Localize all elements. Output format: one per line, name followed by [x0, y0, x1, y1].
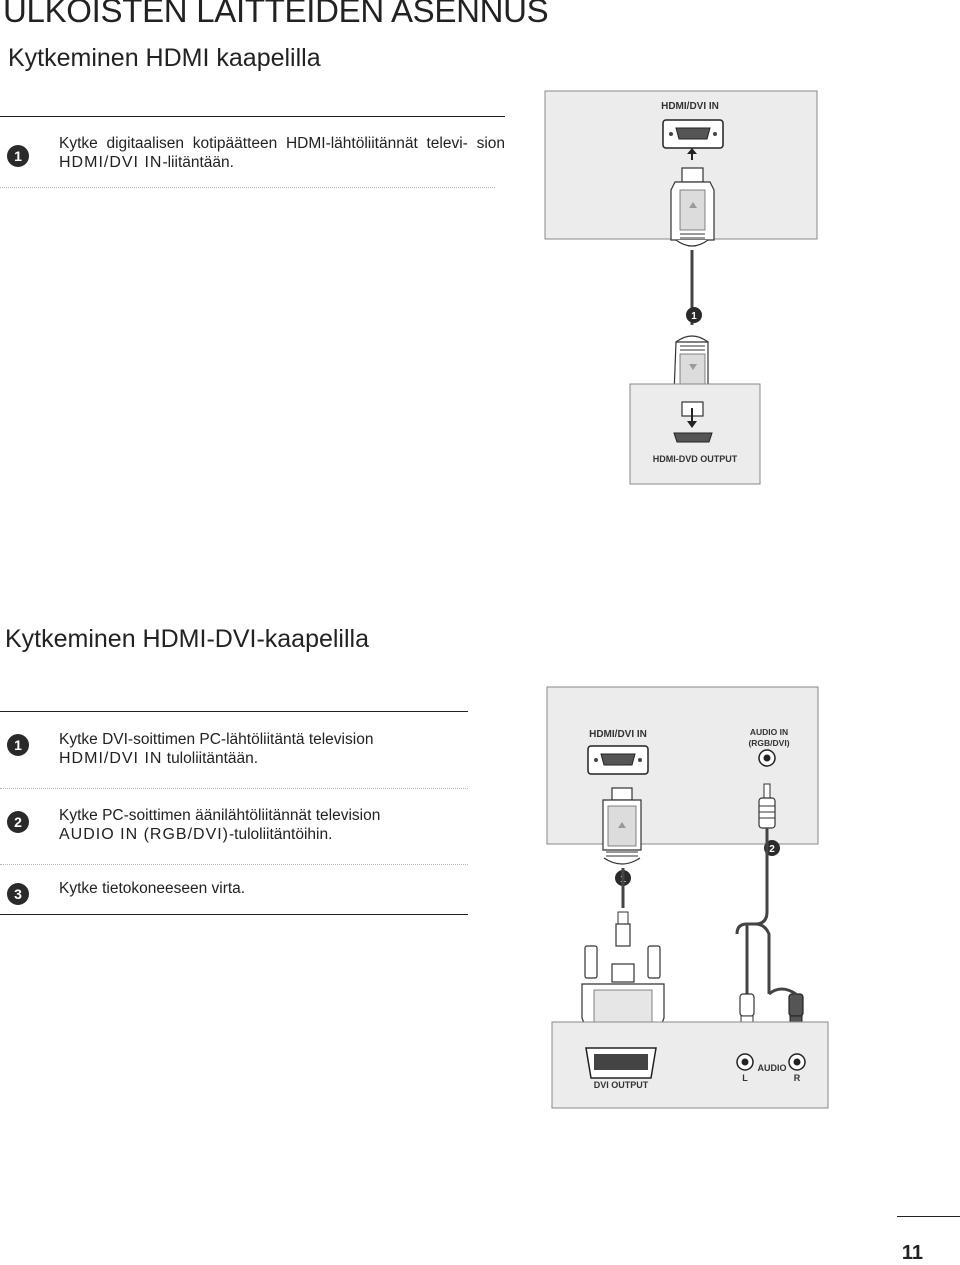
section2-step-3-text: Kytke tietokoneeseen virta. — [59, 880, 246, 897]
device-dvi-label: DVI OUTPUT — [593, 1080, 649, 1090]
step-text-part: -tuloliitäntöihin. — [229, 826, 333, 843]
section1-step-1-text — [59, 134, 505, 172]
page-number: 11 — [901, 1242, 923, 1264]
section1-top-rule — [0, 116, 505, 117]
section2-divider-1 — [0, 788, 468, 789]
hdmi-connection-diagram — [540, 88, 820, 490]
step-text-part: Kytke digitaalisen kotipäätteen HDMI-lähtöliitännät televi- sion — [59, 135, 505, 152]
step-text-line: Kytke PC-soittimen äänilähtöliitännät television — [59, 807, 381, 824]
step-2-number: 2 — [7, 811, 29, 833]
footer-rule — [897, 1216, 960, 1217]
audio-left-label: L — [742, 1073, 748, 1083]
step-text-line-2 — [59, 825, 479, 844]
device-hdmi-port — [674, 433, 712, 442]
tv-port-label: HDMI/DVI IN — [661, 101, 719, 112]
hdmi-dvi-connection-diagram — [540, 684, 840, 1114]
step-text-part: -liitäntään. — [162, 154, 234, 171]
step-port-name: HDMI/DVI IN — [59, 750, 163, 767]
cable-marker-1-text: 1 — [620, 874, 626, 885]
section2-step-1-text — [59, 730, 479, 768]
device-port-label: HDMI-DVD OUTPUT — [652, 454, 738, 464]
section2-title: Kytkeminen HDMI-DVI-kaapelilla — [5, 625, 370, 653]
step-port-name: AUDIO IN (RGB/DVI) — [59, 826, 230, 843]
page-title: ULKOISTEN LAITTEIDEN ASENNUS — [3, 0, 549, 29]
device-audio-label: AUDIO — [757, 1063, 787, 1073]
tv-audio-label-1: AUDIO IN — [749, 727, 789, 737]
step-text-line: Kytke DVI-soittimen PC-lähtöliitäntä television — [59, 731, 374, 748]
section2-step-2-text — [59, 806, 479, 844]
section2-top-rule — [0, 711, 468, 712]
tv-hdmi-label: HDMI/DVI IN — [589, 729, 647, 740]
tv-audio-label-2: (RGB/DVI) — [748, 738, 790, 748]
step-text-part: tuloliitäntään. — [162, 750, 259, 767]
step-1-number: 1 — [7, 145, 29, 167]
cable-marker-2-text: 2 — [769, 844, 775, 855]
section1-divider — [0, 187, 495, 188]
audio-right-label: R — [793, 1073, 801, 1083]
step-1-number: 1 — [7, 734, 29, 756]
section1-title: Kytkeminen HDMI kaapelilla — [8, 44, 321, 72]
step-3-number: 3 — [7, 883, 29, 905]
step-text-line-2 — [59, 749, 479, 768]
section2-divider-2 — [0, 864, 468, 865]
step-port-name: HDMI/DVI IN — [59, 154, 163, 171]
section2-bottom-rule — [0, 914, 468, 915]
cable-marker-1-text: 1 — [691, 311, 697, 322]
